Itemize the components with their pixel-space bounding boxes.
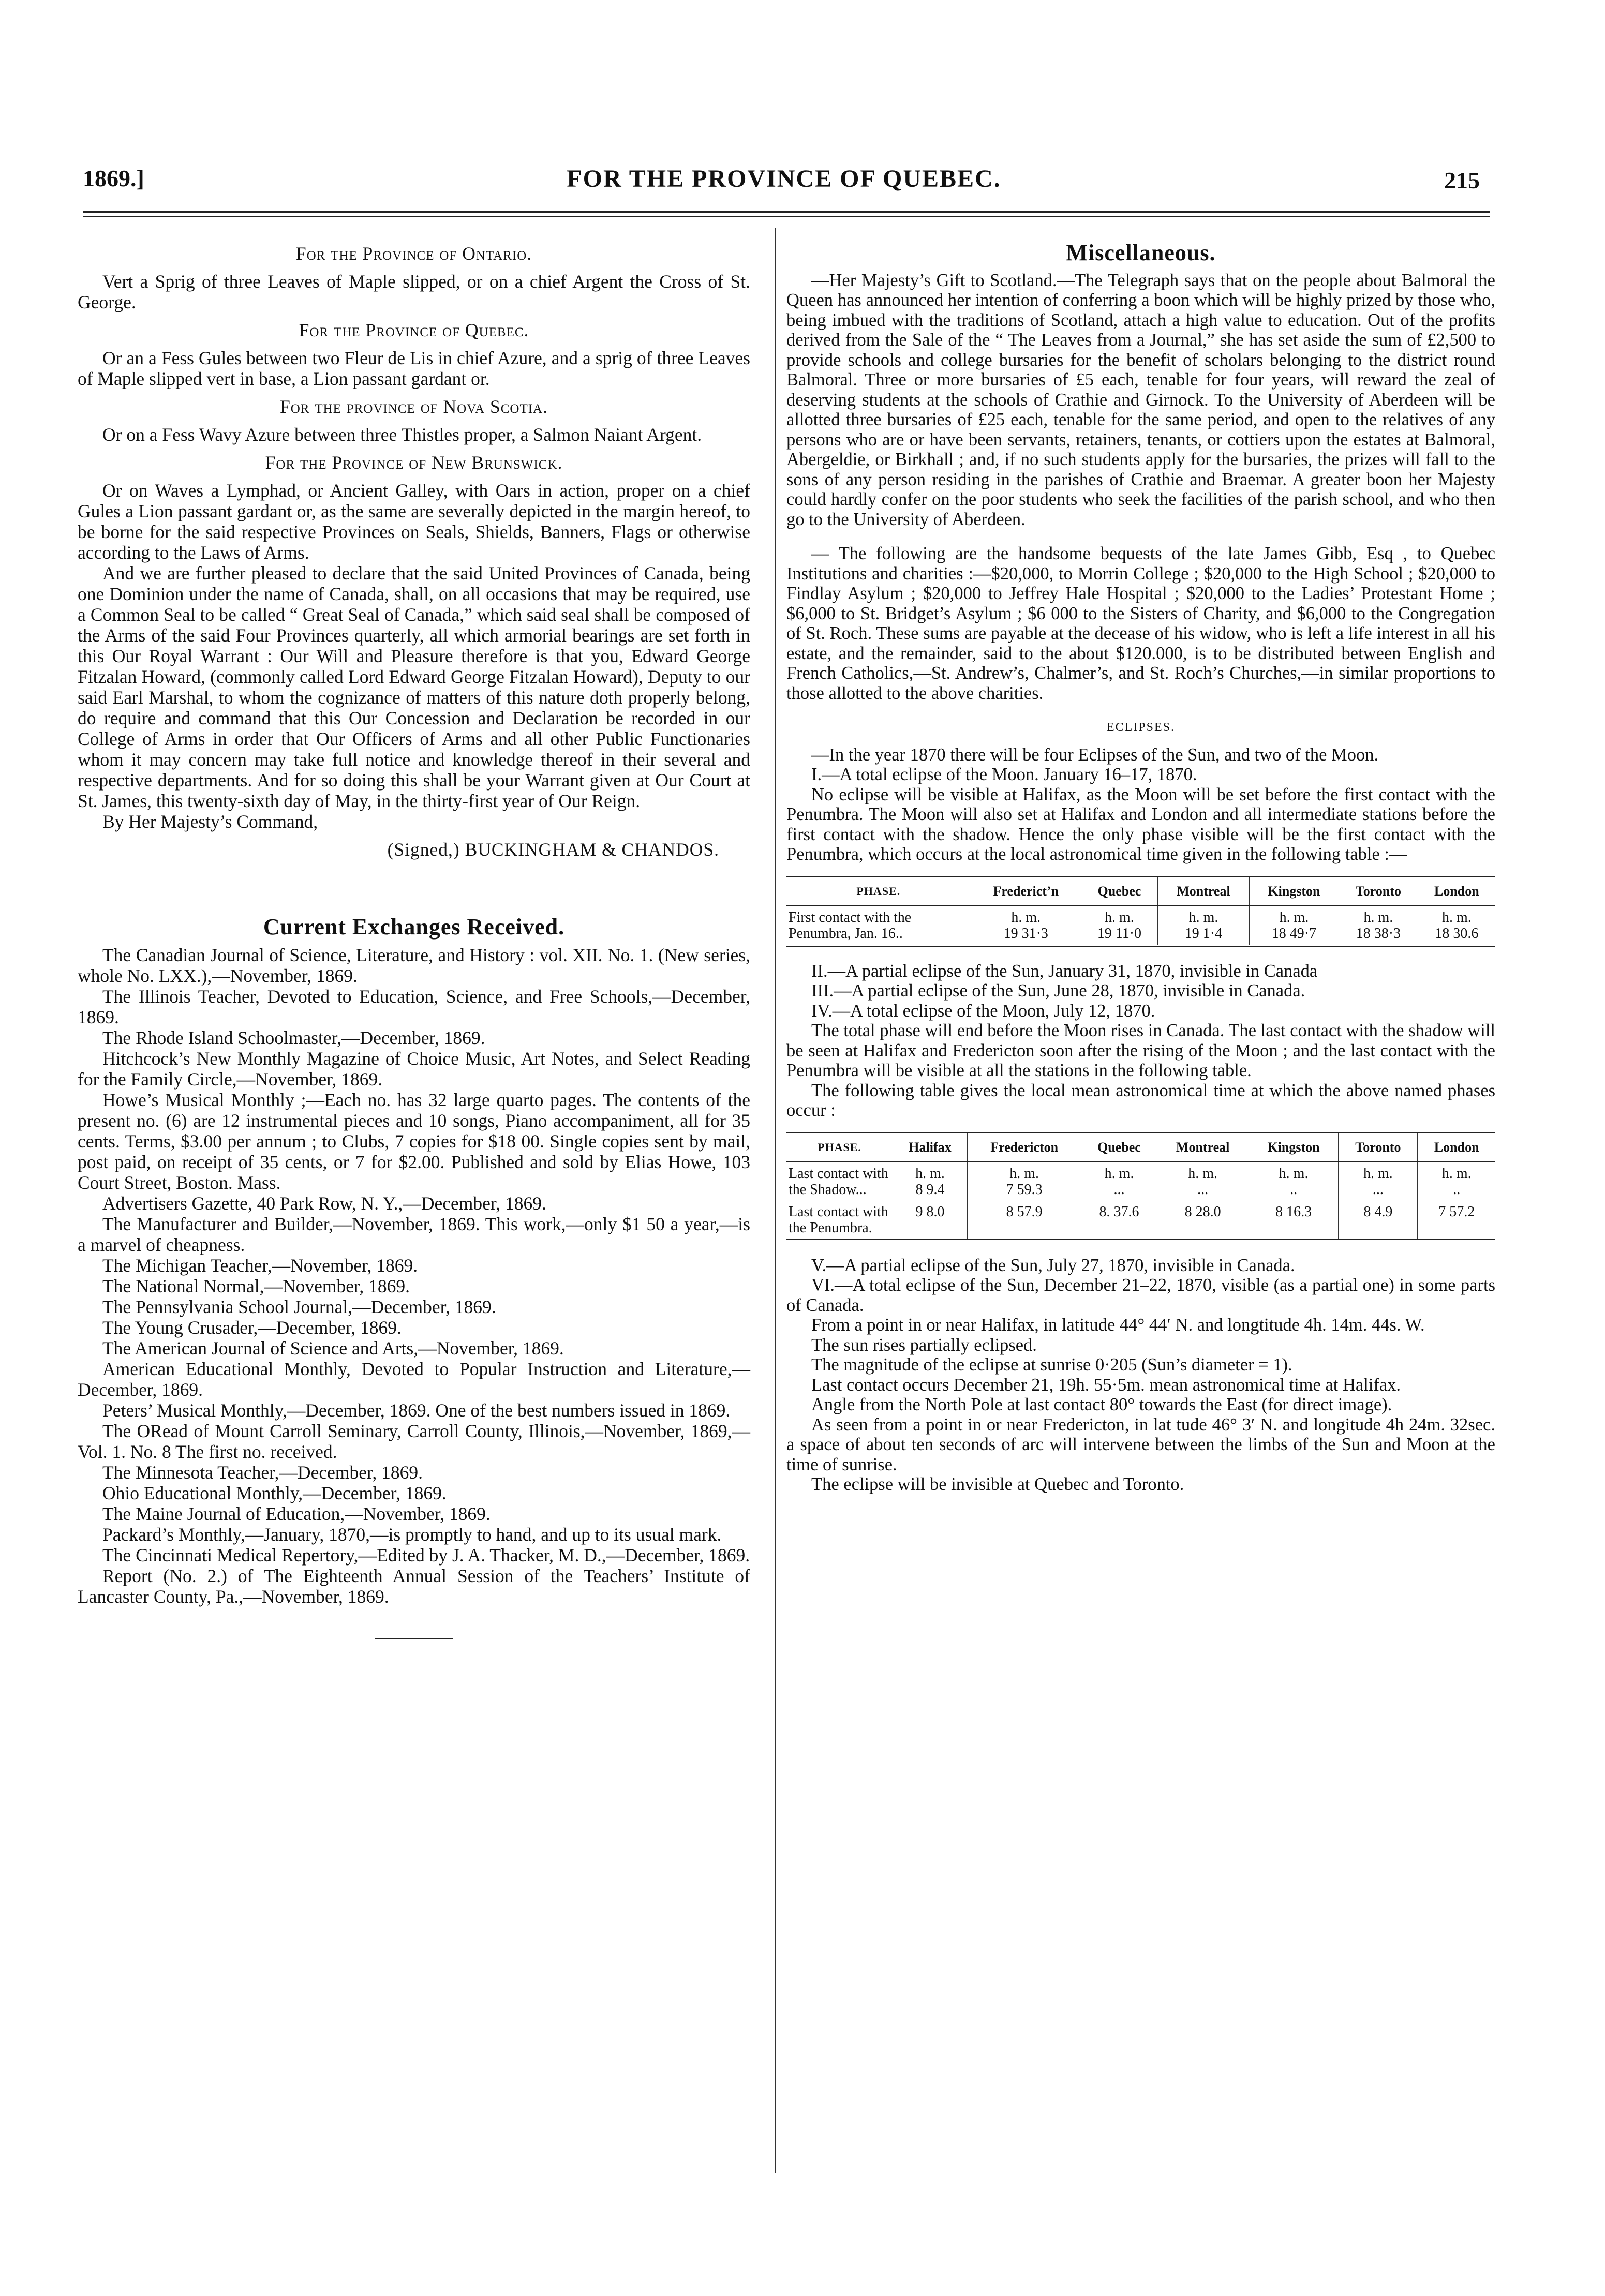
list-item: The Young Crusader,—December, 1869. <box>102 1317 402 1338</box>
column-header: Fredericton <box>967 1132 1081 1162</box>
list-item: The ORead of Mount Carroll Seminary, Carroll County, Illinois,—November, 1869,—Vol. 1. No. 8 The first no. received. <box>78 1421 750 1462</box>
header-rule <box>83 211 1490 213</box>
time-cell: 8 57.9 <box>967 1201 1081 1240</box>
unit-label: h. m. <box>1363 909 1393 926</box>
warrant-text: And we are further pleased to declare that the said United Provinces of Canada, being one Dominion under the name of Canada, shall, on all occasions that may be required, use a Common Seal to be called “ Great Seal of Canada,” which said seal shall be composed of the Arms of the said Four Provinces quarterly, all which armorial bearings are set forth in this Our Royal Warrant : Our Will and Pleasure therefore is that you, Edward George Fitzalan Howard, (commonly called Lord Edward George Fitzalan Howard), Deputy to our said Earl Marshal, to whom the cognizance of matters of this nature doth properly belong, do require and command that this Our Concession and Declaration be recorded in our College of Arms in order that Our Officers of Arms and all other Public Functionaries whom it may concern may take full notice and knowledge thereof in their several and respective departments. And for so doing this shall be your Warrant given at Our Court at St. James, this twenty-sixth day of May, in the thirty-first year of Our Reign. <box>78 563 750 811</box>
unit-label: h. m. <box>1363 1165 1393 1182</box>
unit-label: h. m. <box>1011 909 1041 926</box>
end-rule <box>375 1638 453 1639</box>
header-title: FOR THE PROVINCE OF QUEBEC. <box>567 165 1001 192</box>
list-item: The Canadian Journal of Science, Literature, and History : vol. XII. No. 1. (New series, whole No. LXX.),—November, 1869. <box>78 945 750 986</box>
nova-scotia-heading: For the province of Nova Scotia. <box>280 396 548 417</box>
list-item: Report (No. 2.) of The Eighteenth Annual Session of the Teachers’ Institute of Lancaster County, Pa.,—November, 1869. <box>78 1566 750 1607</box>
list-item: Howe’s Musical Monthly ;—Each no. has 32 large quarto pages. The contents of the present no. (6) are 12 instrumental pieces and 10 songs, Piano accompaniment, all for 35 cents. Terms, $3.00 per annum ; to Clubs, 7 copies for $18 00. Single copies sent by mail, post paid, on receipt of 35 cents, or 7 for $2.00. Published and sold by Elias Howe, 103 Court Street, Boston. Mass. <box>78 1090 750 1193</box>
phase-cell: Last contact with the Penumbra. <box>786 1201 893 1240</box>
column-divider <box>775 228 776 2173</box>
list-item: Ohio Educational Monthly,—December, 1869. <box>102 1483 447 1503</box>
list-item: The Cincinnati Medical Repertory,—Edited by J. A. Thacker, M. D.,—December, 1869. <box>102 1545 750 1566</box>
column-header: Kingston <box>1249 1132 1339 1162</box>
time-cell: 9 8.0 <box>893 1201 968 1240</box>
eclipse-6-rises: The sun rises partially eclipsed. <box>811 1335 1037 1355</box>
eclipse-table-january <box>786 875 1495 947</box>
eclipse-2-title: II.—A partial eclipse of the Sun, January 31, 1870, invisible in Canada <box>811 961 1318 981</box>
phase-cell: Last contact with the Shadow... <box>789 1165 888 1198</box>
column-header: London <box>1418 876 1495 906</box>
list-item: The National Normal,—November, 1869. <box>102 1276 410 1296</box>
time-cell: 7 57.2 <box>1418 1201 1495 1240</box>
table-row <box>786 906 1495 946</box>
unit-label: h. m. <box>915 1165 945 1182</box>
exchanges-heading: Current Exchanges Received. <box>263 914 565 940</box>
new-brunswick-text: Or on Waves a Lymphad, or Ancient Galley, with Oars in action, proper on a chief Gules a Lion passant gardant or, as the same are severally depicted in the margin hereof, to be borne for the said respective Provinces on Seals, Shields, Banners, Flags or otherwise according to the Laws of Arms. <box>78 480 750 563</box>
time-value: 18 38·3 <box>1356 925 1401 942</box>
eclipse-6-halifax: From a point in or near Halifax, in latitude 44° 44′ N. and longtitude 4h. 14m. 44s. W. <box>811 1315 1425 1335</box>
header-year: 1869.] <box>83 165 144 191</box>
time-value: 7 59.3 <box>1006 1181 1043 1198</box>
page-number: 215 <box>1444 167 1480 193</box>
signature-line: (Signed,) BUCKINGHAM & CHANDOS. <box>387 839 719 860</box>
time-value: 18 49·7 <box>1271 925 1317 942</box>
header-rule-secondary <box>83 216 1490 217</box>
column-header: Kingston <box>1249 876 1339 906</box>
eclipse-6-title: VI.—A total eclipse of the Sun, December 21–22, 1870, visible (as a partial one) in some parts of Canada. <box>786 1275 1495 1315</box>
list-item: The Illinois Teacher, Devoted to Education, Science, and Free Schools,—December, 1869. <box>78 986 750 1027</box>
time-value: ... <box>1372 1181 1384 1198</box>
eclipse-3-title: III.—A partial eclipse of the Sun, June 28, 1870, invisible in Canada. <box>811 981 1305 1001</box>
list-item: The Rhode Island Schoolmaster,—December, 1869. <box>102 1027 485 1048</box>
phase-cell: First contact with the Penumbra, Jan. 16.. <box>786 906 971 946</box>
time-cell <box>893 1162 968 1201</box>
eclipse-5-title: V.—A partial eclipse of the Sun, July 27, 1870, invisible in Canada. <box>811 1255 1295 1275</box>
misc-heading: Miscellaneous. <box>1066 240 1216 265</box>
bequests-paragraph: — The following are the handsome bequests of the late James Gibb, Esq , to Quebec Institutions and charities :—$20,000, to Morrin College ; $20,000 to the High School ; $20,000 to Findlay Asylum ; $20,000 to Jeffrey Hale Hospital ; $20,000 to the Ladies’ Protestant Home ; $6,000 to St. Bridget’s Asylum ; $6 000 to the Sisters of Charity, and $6,000 to the Congregation of St. Roch. These sums are payable at the decease of his widow, who is left a life interest in all his estate, and the remainder, said to the about $120.000, is to be distributed between English and French Catholics,—St. Andrew’s, Chalmer’s, and St. Roch’s Churches,—in similar proportions to those allotted to the above charities. <box>786 544 1495 703</box>
left-column <box>78 243 750 1639</box>
nova-scotia-text: Or on a Fess Wavy Azure between three Thistles proper, a Salmon Naiant Argent. <box>102 424 702 445</box>
table-row <box>786 1201 1495 1240</box>
eclipse-6-fredericton: As seen from a point in or near Fredericton, in lat tude 46° 3′ N. and longitude 4h 24m. 32sec. a space of about ten seconds of arc will intervene between the limbs of the Sun and Moon at the time of sunrise. <box>786 1414 1495 1474</box>
column-header: Montreal <box>1157 1132 1249 1162</box>
time-value: ... <box>1197 1181 1209 1198</box>
time-cell <box>1157 1162 1249 1201</box>
unit-label: h. m. <box>1188 1165 1218 1182</box>
time-cell <box>971 906 1081 946</box>
table-header-row <box>786 1132 1495 1162</box>
running-header <box>78 165 1490 206</box>
unit-label: h. m. <box>1188 909 1218 926</box>
list-item: The Maine Journal of Education,—November, 1869. <box>102 1503 491 1524</box>
time-cell <box>1249 906 1339 946</box>
eclipse-4-table-intro: The following table gives the local mean astronomical time at which the above named phases occur : <box>786 1080 1495 1120</box>
column-header: Toronto <box>1339 1132 1418 1162</box>
ontario-heading: For the Province of Ontario. <box>295 243 532 264</box>
time-value: 19 1·4 <box>1184 925 1223 942</box>
time-cell: 8 4.9 <box>1339 1201 1418 1240</box>
eclipse-6-invisible: The eclipse will be invisible at Quebec and Toronto. <box>811 1474 1184 1494</box>
ontario-text: Vert a Sprig of three Leaves of Maple slipped, or on a chief Argent the Cross of St. George. <box>78 271 750 312</box>
eclipse-1-title: I.—A total eclipse of the Moon. January 16–17, 1870. <box>811 765 1197 784</box>
quebec-text: Or an a Fess Gules between two Fleur de Lis in chief Azure, and a sprig of three Leaves of Maple slipped vert in base, a Lion passant gardant or. <box>78 348 750 389</box>
list-item: Advertisers Gazette, 40 Park Row, N. Y.,—December, 1869. <box>102 1193 546 1214</box>
unit-label: h. m. <box>1279 1165 1309 1182</box>
time-cell <box>1081 906 1157 946</box>
time-value: .. <box>1453 1181 1461 1198</box>
time-value: .. <box>1290 1181 1298 1198</box>
time-cell <box>967 1162 1081 1201</box>
eclipse-6-angle: Angle from the North Pole at last contact 80° towards the East (for direct image). <box>811 1395 1392 1414</box>
list-item: The Pennsylvania School Journal,—December, 1869. <box>102 1296 496 1317</box>
list-item: Peters’ Musical Monthly,—December, 1869. One of the best numbers issued in 1869. <box>102 1400 731 1421</box>
right-column <box>786 240 1495 1495</box>
time-cell <box>1418 906 1495 946</box>
time-cell: 8. 37.6 <box>1081 1201 1157 1240</box>
unit-label: h. m. <box>1104 1165 1134 1182</box>
column-header: Frederict’n <box>971 876 1081 906</box>
unit-label: h. m. <box>1105 909 1134 926</box>
time-cell <box>1081 1162 1157 1201</box>
time-value: ... <box>1113 1181 1125 1198</box>
column-header: Quebec <box>1081 1132 1157 1162</box>
list-item: Hitchcock’s New Monthly Magazine of Choice Music, Art Notes, and Select Reading for the Family Circle,—November, 1869. <box>78 1048 750 1090</box>
eclipses-intro: —In the year 1870 there will be four Eclipses of the Sun, and two of the Moon. <box>811 744 1379 765</box>
time-cell: 8 16.3 <box>1249 1201 1339 1240</box>
table-header-row <box>786 876 1495 906</box>
time-cell <box>1249 1162 1339 1201</box>
quebec-heading: For the Province of Quebec. <box>299 320 529 340</box>
list-item: The Minnesota Teacher,—December, 1869. <box>102 1462 423 1483</box>
unit-label: h. m. <box>1009 1165 1039 1182</box>
table-row <box>786 1162 1495 1201</box>
time-cell <box>1158 906 1250 946</box>
new-brunswick-heading: For the Province of New Brunswick. <box>265 452 563 473</box>
column-header: Quebec <box>1081 876 1157 906</box>
column-header: PHASE. <box>786 876 971 906</box>
list-item: American Educational Monthly, Devoted to Popular Instruction and Literature,—December, 1869. <box>78 1359 750 1400</box>
command-line: By Her Majesty’s Command, <box>102 811 318 832</box>
eclipse-4-title: IV.—A total eclipse of the Moon, July 12, 1870. <box>811 1001 1155 1021</box>
column-header: PHASE. <box>786 1132 893 1162</box>
column-header: Montreal <box>1158 876 1250 906</box>
time-cell <box>1418 1162 1495 1201</box>
time-value: 8 9.4 <box>915 1181 945 1198</box>
unit-label: h. m. <box>1279 909 1309 926</box>
list-item: The American Journal of Science and Arts,—November, 1869. <box>102 1338 564 1359</box>
list-item: The Michigan Teacher,—November, 1869. <box>102 1255 418 1276</box>
time-cell: 8 28.0 <box>1157 1201 1249 1240</box>
eclipse-4-text: The total phase will end before the Moon rises in Canada. The last contact with the shadow will be seen at Halifax and Fredericton soon after the rising of the Moon ; and the last contact with the Penumbra will be visible at all the stations in the following table. <box>786 1021 1495 1080</box>
column-header: London <box>1418 1132 1495 1162</box>
eclipse-6-magnitude: The magnitude of the eclipse at sunrise 0·205 (Sun’s diameter = 1). <box>811 1355 1292 1375</box>
unit-label: h. m. <box>1441 909 1472 926</box>
unit-label: h. m. <box>1441 1165 1472 1182</box>
eclipse-1-text: No eclipse will be visible at Halifax, as the Moon will be set before the first contact with the Penumbra. The Moon will also set at Halifax and London and all intermediate stations before the first contact with the shadow. Hence the only phase visible will be the first contact with the Penumbra, which occurs at the local astronomical time given in the following table :— <box>786 784 1495 864</box>
time-value: 19 31·3 <box>1003 925 1048 942</box>
time-value: 18 30.6 <box>1435 925 1479 942</box>
list-item: The Manufacturer and Builder,—November, 1869. This work,—only $1 50 a year,—is a marvel of cheapness. <box>78 1214 750 1255</box>
time-cell <box>1339 906 1418 946</box>
gift-paragraph: —Her Majesty’s Gift to Scotland.—The Telegraph says that on the people about Balmoral the Queen has announced her intention of conferring a boon which will be highly prized by those who, being imbued with the traditions of Scotland, attach a high value to education. Out of the profits derived from the Sale of the “ The Leaves from a Journal,” she has set aside the sum of £2,500 to provide schools and college bursaries for the benefit of scholars belonging to the district round Balmoral. Three or more bursaries of £5 each, tenable for four years, will reward the zeal of deserving students at the schools of Crathie and Girnock. To the University of Aberdeen will be allotted three bursaries of £25 each, tenable for the same period, and open to the relatives of any persons who are or have been servants, retainers, tenants, or cottiers upon the estates at Balmoral, Abergeldie, or Birkhall ; and, if no such students apply for the bursaries, the prizes will fall to the sons of any person residing in the parishes of Crathie and Braemar. A greater boon her Majesty could hardly confer on the poor students who seek the facilities of the parish school, and who then go to the University of Aberdeen. <box>786 270 1495 529</box>
eclipse-6-last-contact: Last contact occurs December 21, 19h. 55·5m. mean astronomical time at Halifax. <box>811 1375 1401 1395</box>
exchanges-list <box>78 945 750 1607</box>
column-header: Toronto <box>1339 876 1418 906</box>
eclipse-table-july <box>786 1131 1495 1241</box>
list-item: Packard’s Monthly,—January, 1870,—is promptly to hand, and up to its usual mark. <box>102 1524 722 1545</box>
time-value: 19 11·0 <box>1097 925 1142 942</box>
time-cell <box>1339 1162 1418 1201</box>
column-header: Halifax <box>893 1132 968 1162</box>
eclipses-heading: ECLIPSES. <box>1106 721 1176 734</box>
